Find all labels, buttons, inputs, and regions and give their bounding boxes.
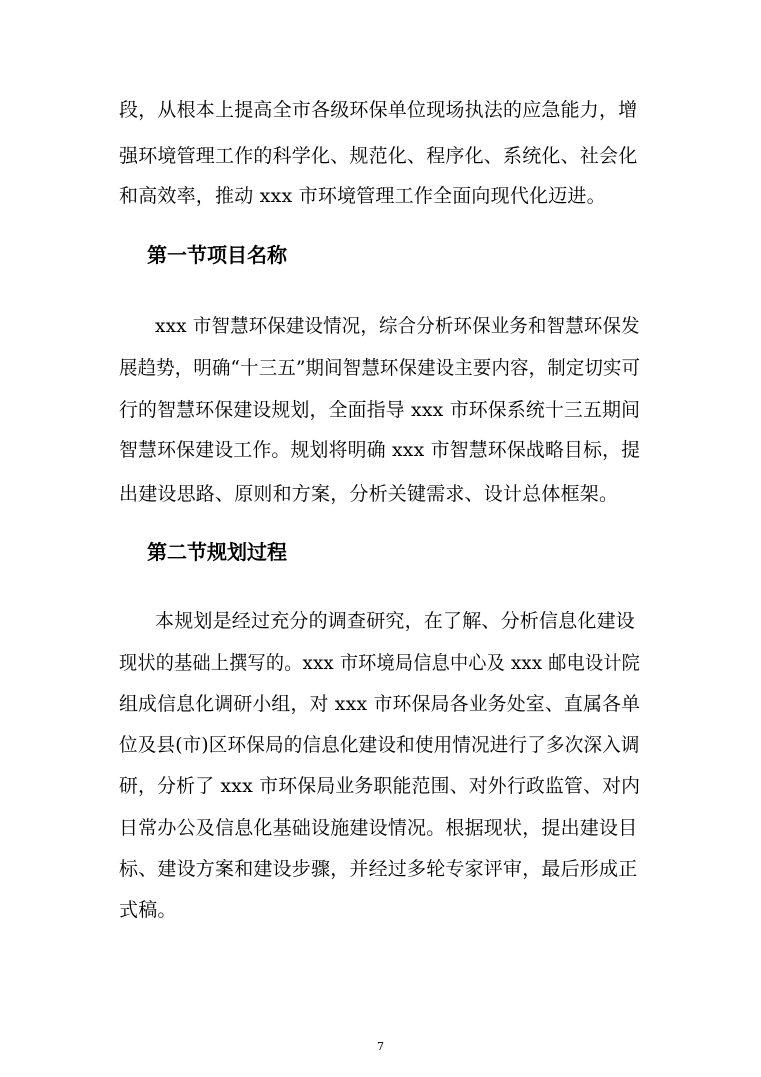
section-heading-planning-process: 第二节规划过程 bbox=[147, 540, 287, 564]
section2-line: 位及县(市)区环保局的信息化建设和使用情况进行了多次深入调 bbox=[119, 734, 640, 756]
section2-line: 本规划是经过充分的调查研究，在了解、分析信息化建设 bbox=[155, 610, 636, 632]
section2-line: 式稿。 bbox=[119, 899, 177, 921]
section2-line: 组成信息化调研小组，对 xxx 市环保局各业务处室、直属各单 bbox=[119, 693, 641, 715]
intro-line: 段，从根本上提高全市各级环保单位现场执法的应急能力，增 bbox=[119, 99, 638, 121]
section2-line: 标、建设方案和建设步骤，并经过多轮专家评审，最后形成正 bbox=[119, 858, 638, 880]
section2-line: 现状的基础上撰写的。xxx 市环境局信息中心及 xxx 邮电设计院 bbox=[119, 652, 641, 674]
section1-line: 行的智慧环保建设规划，全面指导 xxx 市环保系统十三五期间 bbox=[119, 399, 641, 421]
section1-line: xxx 市智慧环保建设情况，综合分析环保业务和智慧环保发 bbox=[155, 315, 640, 337]
page-number: 7 bbox=[377, 1040, 384, 1053]
section1-line: 展趋势，明确“十三五”期间智慧环保建设主要内容，制定切实可 bbox=[119, 357, 641, 379]
intro-line: 和高效率，推动 xxx 市环境管理工作全面向现代化迈进。 bbox=[119, 185, 606, 207]
section2-line: 日常办公及信息化基础设施建设情况。根据现状，提出建设目 bbox=[119, 817, 638, 839]
section1-line: 智慧环保建设工作。规划将明确 xxx 市智慧环保战略目标，提 bbox=[119, 439, 641, 461]
section-heading-project-name: 第一节项目名称 bbox=[147, 243, 287, 267]
section1-line: 出建设思路、原则和方案，分析关键需求、设计总体框架。 bbox=[119, 483, 619, 505]
section2-line: 研，分析了 xxx 市环保局业务职能范围、对外行政监管、对内 bbox=[119, 775, 641, 797]
intro-line: 强环境管理工作的科学化、规范化、程序化、系统化、社会化 bbox=[119, 145, 638, 167]
